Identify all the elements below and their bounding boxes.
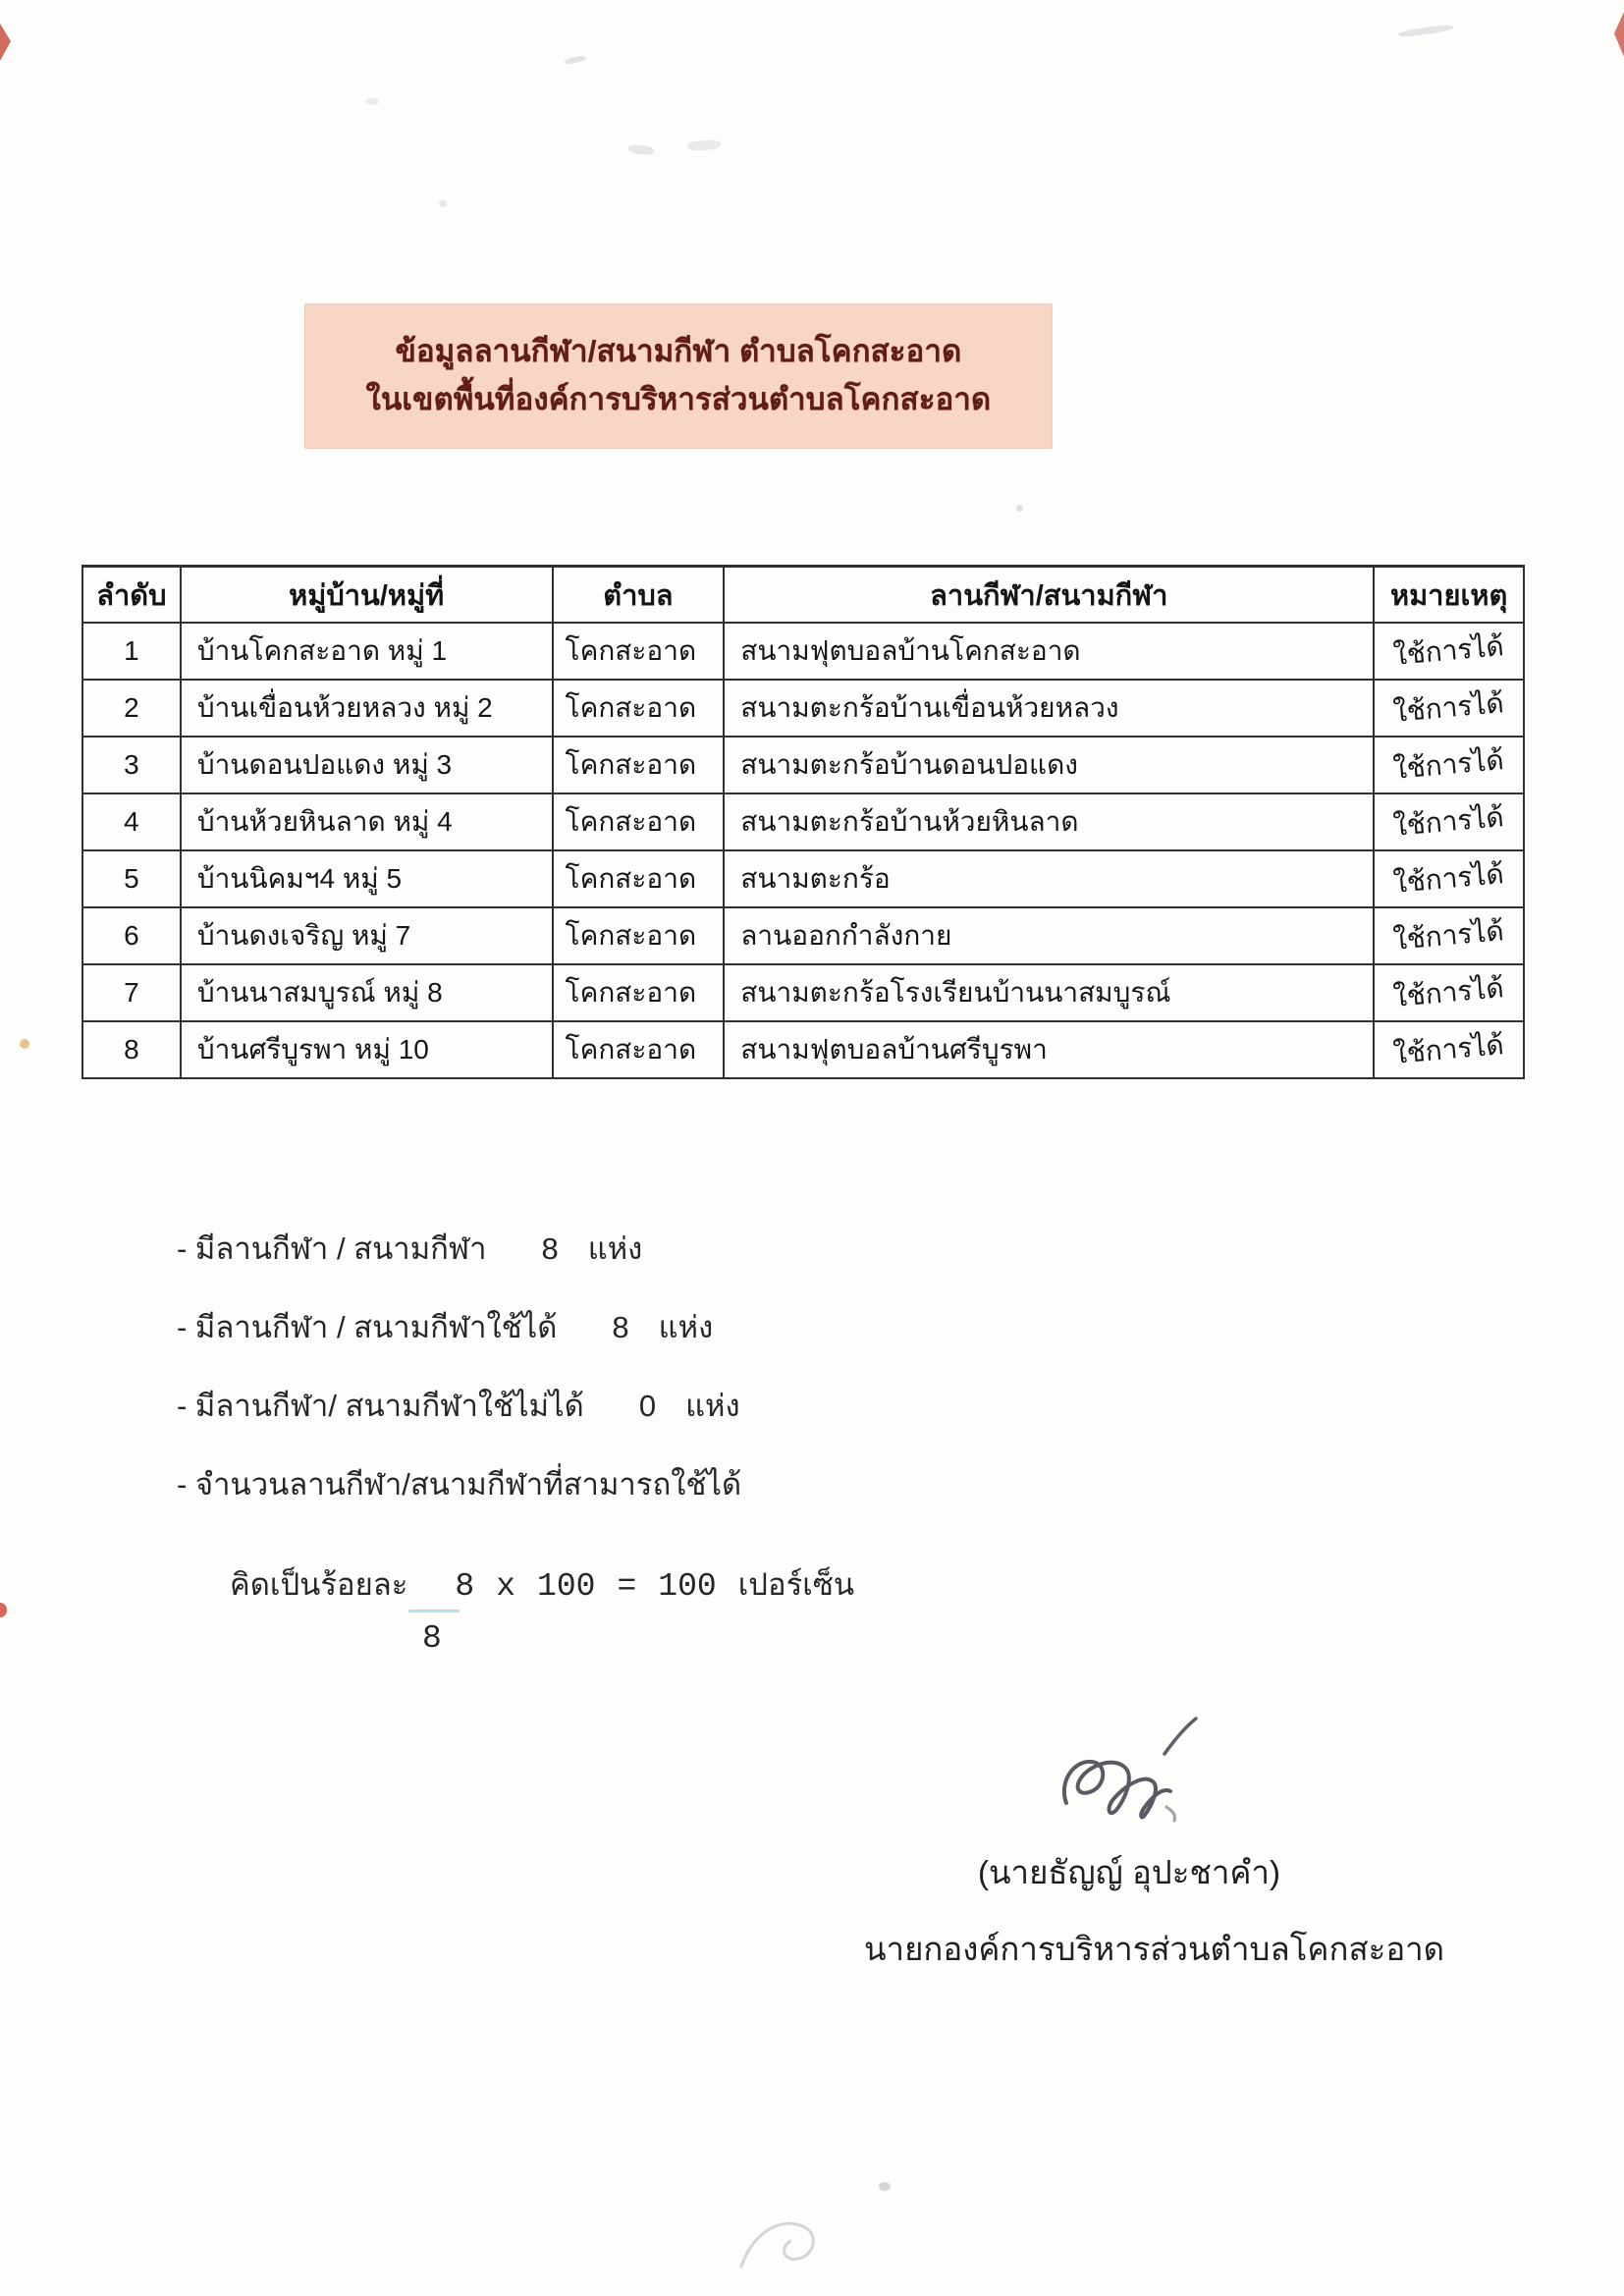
calc-numerator: 8 (455, 1568, 475, 1605)
cell-order-number: 1 (82, 623, 181, 680)
remark-text: ใช้การได้ (1392, 744, 1506, 785)
scan-speck (1398, 24, 1453, 38)
calc-result: 100 (658, 1568, 717, 1605)
cell-remark (1374, 1021, 1524, 1078)
scan-scribble-bottom (722, 2198, 849, 2286)
summary-line (177, 1459, 1060, 1538)
summary-value: 8 (612, 1310, 629, 1344)
cell-order-number: 2 (82, 680, 181, 737)
scan-speck (1016, 505, 1023, 512)
summary-unit: แห่ง (587, 1231, 643, 1266)
calc-factor: 100 (537, 1568, 596, 1605)
calc-equals-sign: = (617, 1568, 637, 1605)
table-header-cell: ตำบล (553, 567, 725, 624)
cell-order-number: 5 (82, 850, 181, 907)
cell-sports-field: ลานออกกำลังกาย (724, 907, 1374, 964)
cell-remark (1374, 623, 1524, 680)
scan-artifact-red-corner-right (1614, 12, 1624, 57)
cell-subdistrict: โคกสะอาด (553, 623, 725, 680)
table-row (82, 737, 1524, 793)
cell-subdistrict: โคกสะอาด (553, 793, 725, 850)
summary-label: - มีลานกีฬา/ สนามกีฬาใช้ไม่ได้ (177, 1389, 584, 1423)
scan-artifact-red-edge-dot (0, 1603, 7, 1617)
summary-unit: แห่ง (658, 1310, 714, 1344)
document-title-box (304, 303, 1053, 449)
summary-label: - จำนวนลานกีฬา/สนามกีฬาที่สามารถใช้ได้ (177, 1467, 742, 1502)
remark-text: ใช้การได้ (1392, 630, 1506, 671)
cell-remark (1374, 850, 1524, 907)
cell-sports-field: สนามตะกร้อโรงเรียนบ้านนาสมบูรณ์ (724, 964, 1374, 1021)
summary-line (177, 1224, 1060, 1302)
summary-value: 0 (638, 1389, 657, 1423)
table-header (82, 567, 1524, 624)
summary-line (177, 1381, 1060, 1459)
title-line-2: ในเขตพื้นที่องค์การบริหารส่วนตำบลโคกสะอาด (365, 382, 992, 416)
remark-text: ใช้การได้ (1392, 972, 1506, 1012)
table-row (82, 793, 1524, 850)
summary-label: - มีลานกีฬา / สนามกีฬา (177, 1231, 487, 1266)
cell-remark (1374, 737, 1524, 793)
calc-unit: เปอร์เซ็น (737, 1567, 855, 1602)
summary-line (177, 1302, 1060, 1381)
table-row (82, 850, 1524, 907)
cell-subdistrict: โคกสะอาด (553, 737, 725, 793)
summary-list (177, 1224, 1060, 1538)
cell-remark (1374, 680, 1524, 737)
cell-subdistrict: โคกสะอาด (553, 850, 725, 907)
cell-sports-field: สนามตะกร้อบ้านดอนปอแดง (724, 737, 1374, 793)
cell-subdistrict: โคกสะอาด (553, 907, 725, 964)
calc-prefix: คิดเป็นร้อยละ (230, 1567, 408, 1602)
cell-subdistrict: โคกสะอาด (553, 1021, 725, 1078)
table-row (82, 907, 1524, 964)
cell-order-number: 3 (82, 737, 181, 793)
summary-unit: แห่ง (685, 1389, 740, 1423)
cell-sports-field: สนามตะกร้อ (724, 850, 1374, 907)
scan-speck (628, 144, 655, 156)
table-row (82, 623, 1524, 680)
table-body (82, 623, 1524, 1078)
cell-order-number: 8 (82, 1021, 181, 1078)
cell-order-number: 6 (82, 907, 181, 964)
table-row (82, 964, 1524, 1021)
cell-sports-field: สนามตะกร้อบ้านเขื่อนห้วยหลวง (724, 680, 1374, 737)
remark-text: ใช้การได้ (1392, 801, 1506, 842)
cell-village-name: บ้านนิคมฯ4 หมู่ 5 (181, 850, 553, 907)
cell-subdistrict: โคกสะอาด (553, 964, 725, 1021)
cell-village-name: บ้านศรีบูรพา หมู่ 10 (181, 1021, 553, 1078)
scan-artifact-red-corner-left (0, 24, 11, 61)
table-header-cell: หมู่บ้าน/หมู่ที่ (181, 567, 553, 624)
cell-sports-field: สนามตะกร้อบ้านห้วยหินลาด (724, 793, 1374, 850)
scan-artifact-orange-dot (20, 1039, 29, 1049)
sports-fields-table-wrap (81, 565, 1525, 1079)
table-header-cell: หมายเหตุ (1374, 567, 1524, 624)
scan-smudge (879, 2182, 891, 2191)
cell-village-name: บ้านนาสมบูรณ์ หมู่ 8 (181, 964, 553, 1021)
calc-multiply-sign: x (496, 1568, 516, 1605)
table-row (82, 1021, 1524, 1078)
remark-text: ใช้การได้ (1392, 1029, 1506, 1069)
cell-village-name: บ้านห้วยหินลาด หมู่ 4 (181, 793, 553, 850)
calc-denominator: 8 (422, 1620, 442, 1657)
table-header-cell: ลานกีฬา/สนามกีฬา (724, 567, 1374, 624)
remark-text: ใช้การได้ (1392, 915, 1506, 956)
summary-label: - มีลานกีฬา / สนามกีฬาใช้ได้ (177, 1310, 558, 1344)
signer-position: นายกองค์การบริหารส่วนตำบลโคกสะอาด (864, 1931, 1445, 1967)
cell-village-name: บ้านเขื่อนห้วยหลวง หมู่ 2 (181, 680, 553, 737)
table-header-row (82, 567, 1524, 624)
cell-village-name: บ้านโคกสะอาด หมู่ 1 (181, 623, 553, 680)
remark-text: ใช้การได้ (1392, 687, 1506, 728)
handwritten-signature (1049, 1713, 1211, 1840)
scan-speck (365, 98, 379, 105)
cell-remark (1374, 793, 1524, 850)
scan-speck (565, 55, 587, 65)
percentage-calculation-line (230, 1559, 876, 1609)
signer-name: (นายธัญญ์ อุปะชาคำ) (978, 1854, 1280, 1890)
table-row (82, 680, 1524, 737)
scan-speck (439, 199, 447, 207)
title-line-1: ข้อมูลลานกีฬา/สนามกีฬา ตำบลโคกสะอาด (395, 334, 962, 369)
cell-village-name: บ้านดงเจริญ หมู่ 7 (181, 907, 553, 964)
cell-remark (1374, 907, 1524, 964)
remark-text: ใช้การได้ (1392, 858, 1506, 899)
cell-subdistrict: โคกสะอาด (553, 680, 725, 737)
cell-remark (1374, 964, 1524, 1021)
fraction-divider-line (408, 1610, 460, 1613)
cell-order-number: 4 (82, 793, 181, 850)
cell-sports-field: สนามฟุตบอลบ้านศรีบูรพา (724, 1021, 1374, 1078)
table-header-cell: ลำดับ (82, 567, 181, 624)
scan-speck (687, 139, 722, 151)
sports-fields-table (81, 565, 1525, 1079)
summary-value: 8 (541, 1231, 559, 1266)
cell-sports-field: สนามฟุตบอลบ้านโคกสะอาด (724, 623, 1374, 680)
cell-village-name: บ้านดอนปอแดง หมู่ 3 (181, 737, 553, 793)
cell-order-number: 7 (82, 964, 181, 1021)
